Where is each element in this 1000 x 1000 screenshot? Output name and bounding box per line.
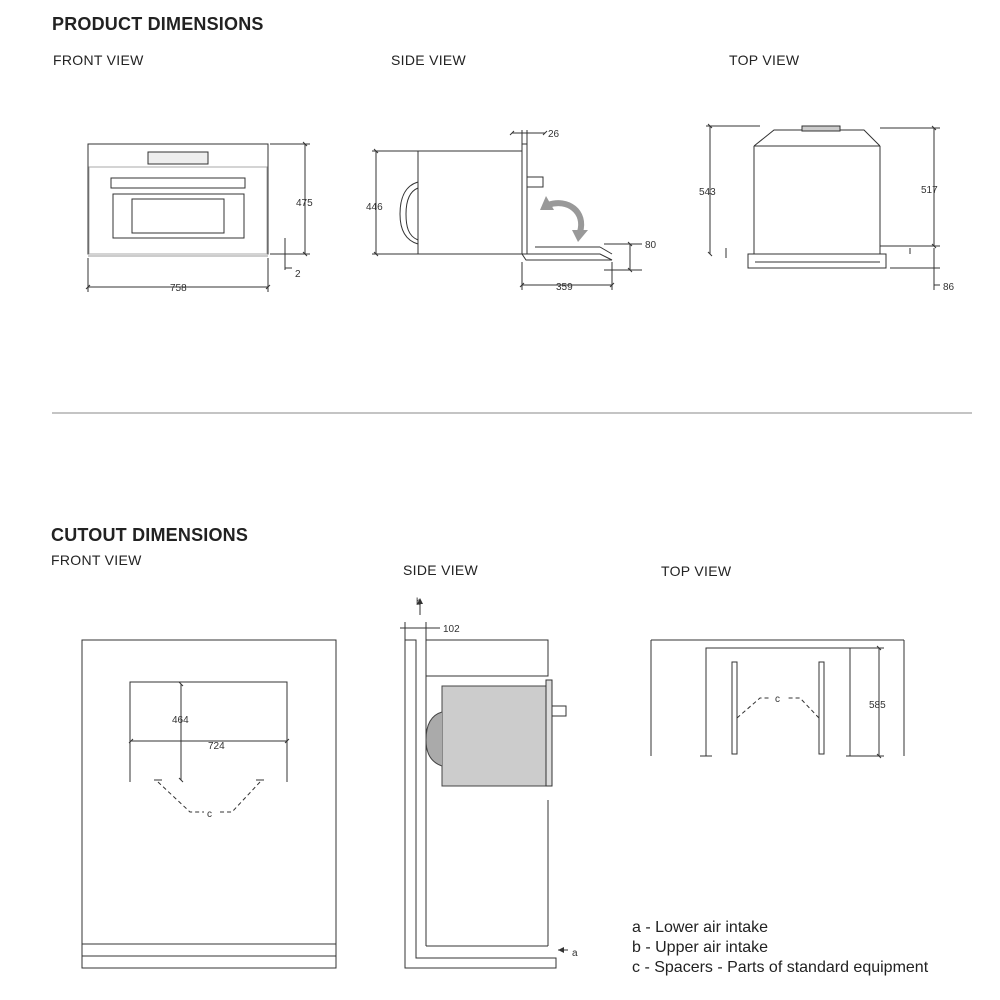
product-side-drawing bbox=[372, 130, 642, 290]
cutout-side-view-label: SIDE VIEW bbox=[403, 562, 479, 578]
cutout-top-depth-dim: 585 bbox=[869, 700, 886, 711]
cutout-top-spacer-label: c bbox=[775, 694, 780, 705]
product-front-view-label: FRONT VIEW bbox=[53, 52, 144, 68]
product-side-door-dim: 359 bbox=[556, 282, 573, 293]
cutout-side-a-label: a bbox=[572, 948, 578, 959]
product-side-handle-dim: 80 bbox=[645, 240, 657, 251]
cutout-dimensions-title: CUTOUT DIMENSIONS bbox=[51, 525, 249, 545]
cutout-side-gap-dim: 102 bbox=[443, 624, 460, 635]
cutout-side-b-label: b bbox=[416, 597, 422, 608]
cutout-front-drawing bbox=[82, 640, 336, 968]
product-top-view-label: TOP VIEW bbox=[729, 52, 800, 68]
product-side-view-label: SIDE VIEW bbox=[391, 52, 467, 68]
legend-item-b: b - Upper air intake bbox=[632, 939, 769, 956]
lower-air-arrow-icon bbox=[558, 947, 564, 953]
cutout-front-width-dim: 724 bbox=[208, 741, 225, 752]
legend-item-c: c - Spacers - Parts of standard equipment bbox=[632, 959, 929, 976]
cutout-side-drawing bbox=[400, 602, 568, 968]
product-front-drawing bbox=[88, 144, 310, 292]
product-top-drawing bbox=[706, 126, 940, 290]
product-top-bottom-dim: 86 bbox=[943, 282, 955, 293]
product-top-body-depth-dim: 517 bbox=[921, 185, 938, 196]
legend-item-a: a - Lower air intake bbox=[632, 919, 769, 936]
product-front-height-dim: 475 bbox=[296, 198, 313, 209]
product-front-width-dim: 758 bbox=[170, 283, 187, 294]
product-side-panel-dim: 26 bbox=[548, 129, 560, 140]
door-open-arrow-icon bbox=[540, 196, 588, 242]
legend bbox=[632, 918, 928, 978]
product-front-gap-dim: 2 bbox=[295, 269, 301, 280]
cutout-top-view-label: TOP VIEW bbox=[661, 563, 732, 579]
product-side-height-dim: 446 bbox=[366, 202, 383, 213]
product-top-total-depth-dim: 543 bbox=[699, 187, 716, 198]
cutout-front-spacer-label: c bbox=[207, 809, 212, 820]
product-dimensions-title: PRODUCT DIMENSIONS bbox=[52, 14, 264, 34]
cutout-front-view-label: FRONT VIEW bbox=[51, 552, 142, 568]
cutout-front-height-dim: 464 bbox=[172, 715, 189, 726]
